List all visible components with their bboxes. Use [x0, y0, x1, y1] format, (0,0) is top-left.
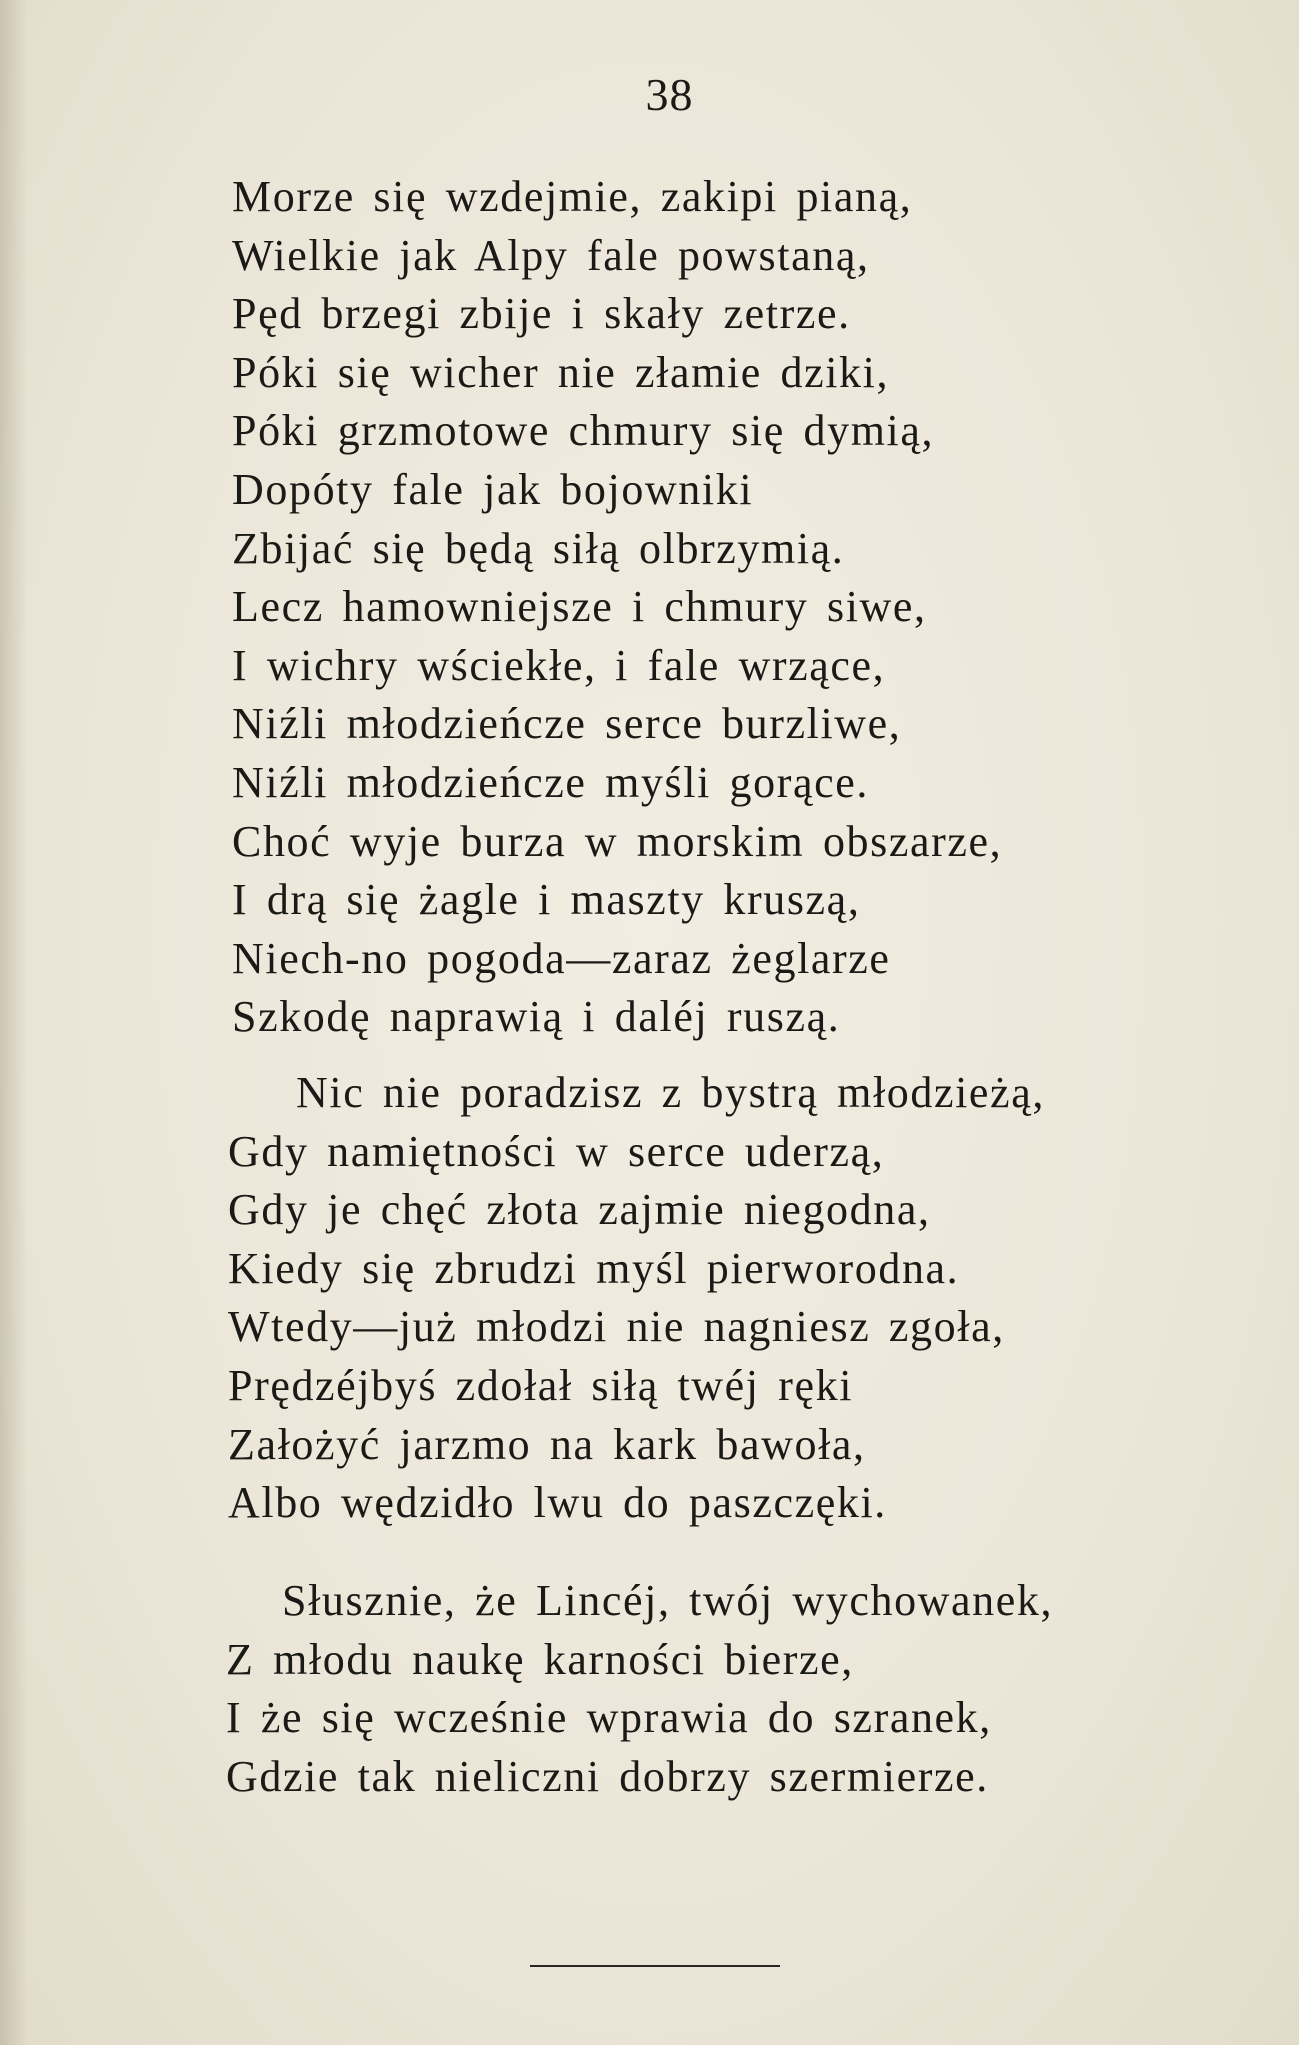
- verse-line: Zbijać się będą siłą olbrzymią.: [232, 523, 845, 573]
- verse-line: Wtedy—już młodzi nie nagniesz zgoła,: [228, 1302, 1005, 1352]
- verse-line: Kiedy się zbrudzi myśl pierworodna.: [228, 1243, 960, 1293]
- verse-line: Wielkie jak Alpy fale powstaną,: [232, 230, 870, 280]
- verse-line: Z młodu naukę karności bierze,: [226, 1634, 854, 1684]
- page-number: 38: [645, 69, 694, 120]
- verse-line: Niźli młodzieńcze myśli gorące.: [232, 757, 869, 807]
- verse-line: Dopóty fale jak bojowniki: [232, 464, 754, 514]
- verse-line: Gdy je chęć złota zajmie niegodna,: [228, 1185, 931, 1235]
- verse-line: Szkodę naprawią i daléj ruszą.: [232, 992, 841, 1042]
- verse-line: Pęd brzegi zbije i skały zetrze.: [232, 289, 851, 339]
- verse-line: Niźli młodzieńcze serce burzliwe,: [232, 699, 902, 749]
- stanza-1: [232, 168, 1002, 1047]
- verse-line: Gdy namiętności w serce uderzą,: [228, 1126, 885, 1176]
- stanza-2: [228, 1064, 1045, 1533]
- section-end-rule: [530, 1965, 780, 1967]
- verse-line: Gdzie tak nieliczni dobrzy szermierze.: [226, 1751, 989, 1801]
- verse-line: Póki się wicher nie złamie dziki,: [232, 347, 890, 397]
- verse-line: Morze się wzdejmie, zakipi pianą,: [232, 172, 913, 221]
- verse-line: Póki grzmotowe chmury się dymią,: [232, 406, 935, 456]
- verse-line: Albo wędzidło lwu do paszczęki.: [228, 1478, 887, 1528]
- verse-line: Nic nie poradzisz z bystrą młodzieżą,: [296, 1068, 1045, 1117]
- verse-line: Założyć jarzmo na kark bawoła,: [228, 1419, 866, 1469]
- verse-line: Choć wyje burza w morskim obszarze,: [232, 816, 1003, 866]
- verse-line: Niech-no pogoda—zaraz żeglarze: [232, 933, 891, 983]
- verse-line: Słusznie, że Lincéj, twój wychowanek,: [282, 1576, 1054, 1625]
- stanza-3: [226, 1572, 1053, 1806]
- verse-line: Lecz hamowniejsze i chmury siwe,: [232, 582, 927, 632]
- spine-shadow: [0, 0, 28, 2045]
- verse-line: I wichry wściekłe, i fale wrzące,: [232, 640, 886, 690]
- verse-line: I drą się żagle i maszty kruszą,: [232, 875, 861, 925]
- verse-line: I że się wcześnie wprawia do szranek,: [226, 1693, 992, 1743]
- verse-line: Prędzéjbyś zdołał siłą twéj ręki: [228, 1360, 854, 1410]
